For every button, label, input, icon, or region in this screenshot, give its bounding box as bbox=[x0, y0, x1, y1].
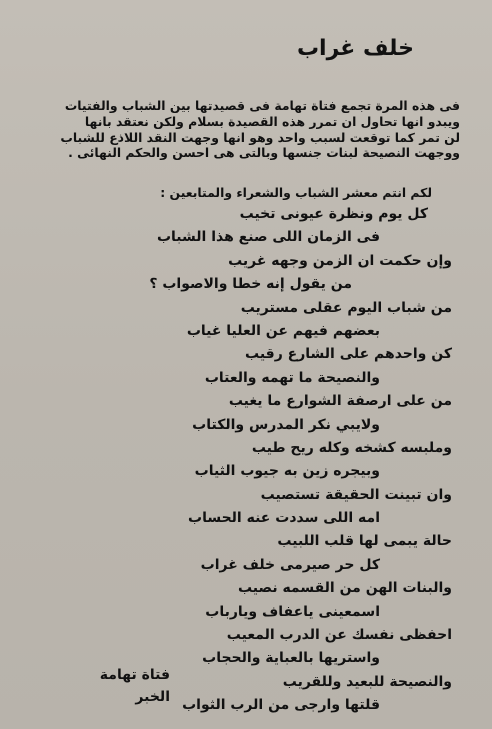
verse-line: كل يوم ونظرة عيونى تخيب bbox=[239, 206, 428, 222]
verse-line: بعضهم فيهم عن العليا غياب bbox=[186, 322, 380, 339]
verse-line: من على ارصفة الشوارع ما يغيب bbox=[228, 393, 452, 410]
verse-line: فى الزمان اللى صنع هذا الشباب bbox=[156, 229, 380, 246]
poem-title: خلف غراب bbox=[296, 36, 414, 61]
verse-line: والنصيحة للبعيد وللقريب bbox=[282, 673, 452, 690]
verse-line: اسمعينى ياعفاف ويارباب bbox=[205, 603, 380, 620]
verse-line: واستريها بالعباية والحجاب bbox=[202, 650, 380, 667]
intro-paragraph bbox=[40, 98, 460, 161]
verse-line: حالة يبمى لها قلب اللبيب bbox=[277, 533, 452, 550]
verse-line: وان تبينت الحقيقة تستصيب bbox=[260, 486, 452, 503]
verse-line: والبنات الهن من القسمه نصيب bbox=[237, 580, 452, 597]
verse-line: احفظى نفسك عن الدرب المعيب bbox=[226, 627, 452, 644]
poem-body bbox=[42, 203, 452, 718]
author-location: الخبر bbox=[135, 689, 170, 705]
verse-line: من يقول إنه خطا والاصواب ؟ bbox=[149, 276, 352, 293]
verse-line: كل حر صيرمى خلف غراب bbox=[200, 556, 380, 573]
intro-line: لن تمر كما توقعت لسبب واحد وهو انها وجهت النقد اللاذع للشباب bbox=[60, 129, 460, 145]
verse-line: والنصيحة ما تهمه والعتاب bbox=[204, 369, 380, 386]
verse-line: ولايبي نكر المدرس والكتاب bbox=[192, 416, 380, 433]
intro-line: فى هذه المرة تجمع فتاة تهامة فى قصيدتها بين الشباب والفتيات bbox=[64, 98, 460, 113]
verse-line: من شباب اليوم عقلى مستريب bbox=[240, 299, 452, 316]
author-name: فتاة تهامة bbox=[99, 667, 170, 683]
verse-line: وإن حكمت ان الزمن وجهه غريب bbox=[228, 252, 452, 269]
verse-line: كن واحدهم على الشارع رقيب bbox=[245, 346, 452, 363]
address-line: لكم انتم معشر الشباب والشعراء والمتابعين : bbox=[160, 185, 432, 200]
verse-line: وملبسه كشخه وكله ريح طيب bbox=[251, 439, 452, 456]
author-signature bbox=[50, 664, 170, 708]
intro-line: ويبدو انها تحاول ان تمرر هذه القصيدة بسلام ولكن نعتقد بانها bbox=[84, 113, 460, 129]
verse-line: قلتها وارجى من الرب الثواب bbox=[182, 697, 380, 714]
verse-line: امه اللى سددت عنه الحساب bbox=[188, 510, 380, 527]
verse-line: وبيجره زين به جيوب الثياب bbox=[194, 463, 380, 480]
intro-line: ووجهت النصيحة لبنات جنسها وبالتى هى احسن والحكم النهائى . bbox=[68, 145, 460, 161]
